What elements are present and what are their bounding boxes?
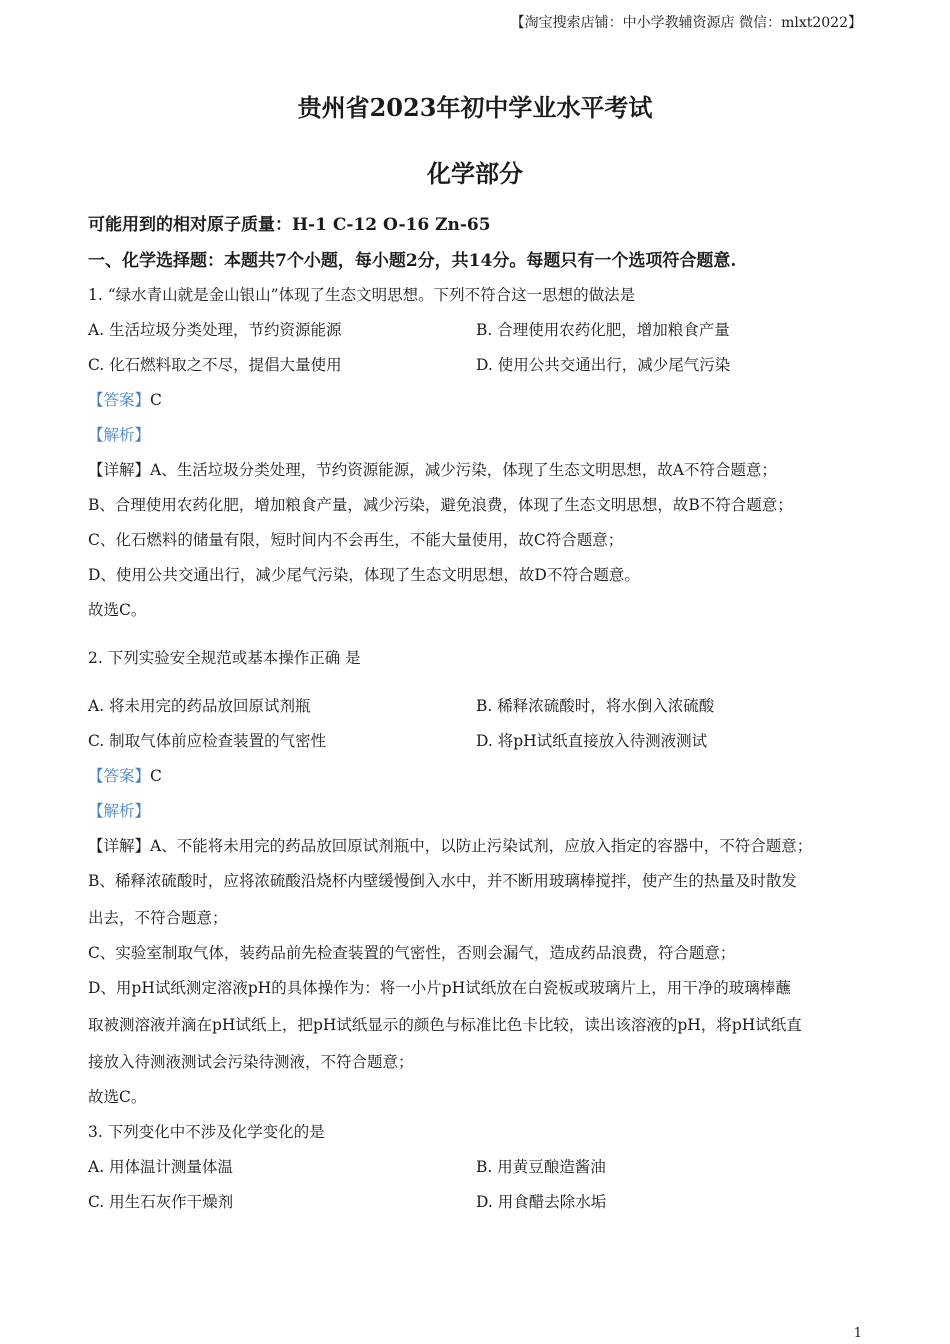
q3-option-b: B. 用黄豆酿造酱油	[476, 1158, 606, 1176]
q1-stem: 1. “绿水青山就是金山银山”体现了生态文明思想。下列不符合这一思想的做法是	[88, 286, 636, 304]
q1-detail-text: A、生活垃圾分类处理，节约资源能源，减少污染，体现了生态文明思想，故A不符合题意；	[150, 461, 777, 479]
q3-option-a: A. 用体温计测量体温	[88, 1158, 234, 1176]
q1-conclusion: 故选C。	[88, 601, 147, 619]
q1-detail-line: B、合理使用农药化肥，增加粮食产量，减少污染，避免浪费，体现了生态文明思想，故B不符合题意；	[88, 496, 793, 514]
q2-answer	[88, 764, 162, 786]
q2-detail-line: B、稀释浓硫酸时，应将浓硫酸沿烧杯内壁缓慢倒入水中，并不断用玻璃棒搅拌，使产生的热量及时散发	[88, 872, 797, 890]
page-subtitle: 化学部分	[427, 159, 523, 188]
q2-option-b: B. 稀释浓硫酸时，将水倒入浓硫酸	[476, 697, 715, 715]
q2-stem: 2. 下列实验安全规范或基本操作正确 是	[88, 649, 361, 667]
q1-detail-label: 【详解】	[88, 461, 151, 479]
q1-answer-value: C	[150, 391, 162, 409]
q2-conclusion: 故选C。	[88, 1088, 147, 1106]
page-number: 1	[853, 1326, 862, 1341]
q2-detail-line: 接放入待测液测试会污染待测液，不符合题意；	[88, 1053, 414, 1071]
atomic-masses: 可能用到的相对原子质量：H-1 C-12 O-16 Zn-65	[88, 215, 491, 235]
q2-detail-label: 【详解】	[88, 837, 151, 855]
q1-detail-line	[88, 458, 777, 480]
q2-detail-line	[88, 834, 812, 856]
q2-detail-line: 取被测溶液并滴在pH试纸上，把pH试纸显示的颜色与标准比色卡比较，读出该溶液的pH，将pH试纸直	[88, 1016, 802, 1034]
q2-option-d: D. 将pH试纸直接放入待测液测试	[476, 732, 708, 750]
q1-detail-line: D、使用公共交通出行，减少尾气污染，体现了生态文明思想，故D不符合题意。	[88, 566, 640, 584]
q2-detail-line: D、用pH试纸测定溶液pH的具体操作为：将一小片pH试纸放在白瓷板或玻璃片上，用干净的玻璃棒蘸	[88, 979, 791, 997]
page-title: 贵州省2023年初中学业水平考试	[297, 93, 653, 122]
q1-detail-line: C、化石燃料的储量有限，短时间内不会再生，不能大量使用，故C符合题意；	[88, 531, 624, 549]
q2-detail-line: C、实验室制取气体，装药品前先检查装置的气密性，否则会漏气，造成药品浪费，符合题意；	[88, 944, 736, 962]
q2-analysis-label: 【解析】	[88, 802, 151, 820]
q1-option-c: C. 化石燃料取之不尽，提倡大量使用	[88, 356, 342, 374]
q2-option-a: A. 将未用完的药品放回原试剂瓶	[88, 697, 311, 715]
q3-option-c: C. 用生石灰作干燥剂	[88, 1193, 234, 1211]
q1-option-a: A. 生活垃圾分类处理，节约资源能源	[88, 321, 342, 339]
q2-answer-value: C	[150, 767, 162, 785]
q2-detail-text: A、不能将未用完的药品放回原试剂瓶中，以防止污染试剂，应放入指定的容器中，不符合题意；	[150, 837, 813, 855]
section-heading: 一、化学选择题：本题共7个小题，每小题2分，共14分。每题只有一个选项符合题意.	[88, 251, 737, 271]
q1-answer-label: 【答案】	[88, 391, 151, 409]
q1-option-d: D. 使用公共交通出行，减少尾气污染	[476, 356, 731, 374]
q1-option-b: B. 合理使用农药化肥，增加粮食产量	[476, 321, 730, 339]
q3-stem: 3. 下列变化中不涉及化学变化的是	[88, 1123, 325, 1141]
header-note: 【淘宝搜索店铺：中小学教辅资源店 微信：mlxt2022】	[510, 15, 862, 31]
q3-option-d: D. 用食醋去除水垢	[476, 1193, 607, 1211]
q2-option-c: C. 制取气体前应检查装置的气密性	[88, 732, 327, 750]
q2-answer-label: 【答案】	[88, 767, 151, 785]
q1-answer	[88, 388, 162, 410]
q2-detail-line: 出去，不符合题意；	[88, 909, 228, 927]
q1-analysis-label: 【解析】	[88, 426, 151, 444]
